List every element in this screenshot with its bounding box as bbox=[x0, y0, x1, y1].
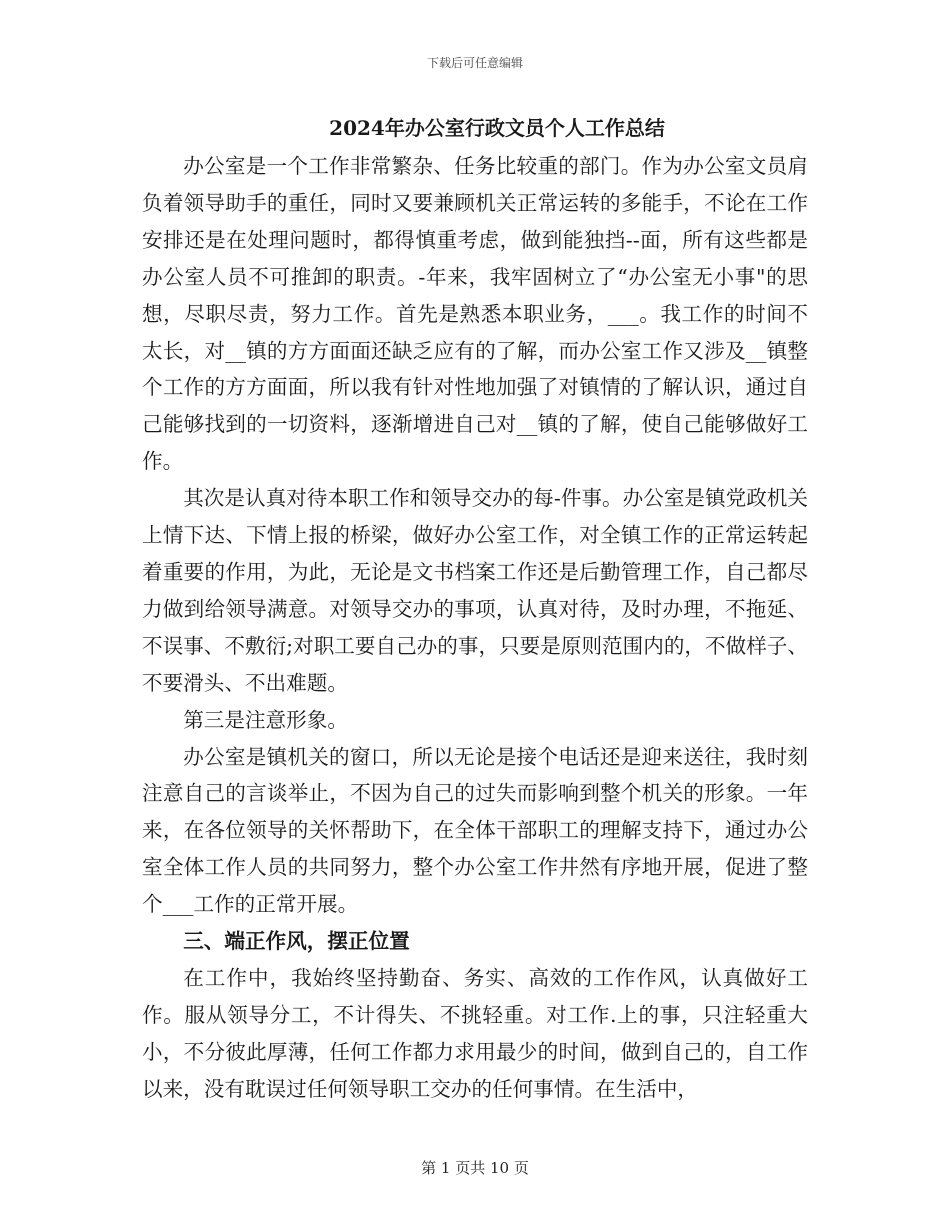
body-paragraph: 其次是认真对待本职工作和领导交办的每-件事。办公室是镇党政机关上情下达、下情上报的桥梁，做好办公室工作，对全镇工作的正常运转起着重要的作用，为此，无论是文书档案工作还是后勤管理工作，自己都尽力做到给领导满意。对领导交办的事项，认真对待，及时办理，不拖延、不误事、不敷衍;对职工要自己办的事，只要是原则范围内的，不做样子、不要滑头、不出难题。 bbox=[142, 486, 808, 695]
section-heading: 三、端正作风，摆正位置 bbox=[183, 929, 410, 954]
header-note: 下载后可任意编辑 bbox=[426, 56, 523, 70]
document-body bbox=[142, 148, 808, 1108]
document-title: 2024年办公室行政文员个人工作总结 bbox=[329, 116, 665, 140]
body-paragraph: 在工作中，我始终坚持勤奋、务实、高效的工作作风，认真做好工作。服从领导分工，不计得失、不挑轻重。对工作.上的事，只注轻重大小，不分彼此厚薄，任何工作都力求用最少的时间，做到自己的，自工作以来，没有耽误过任何领导职工交办的任何事情。在生活中， bbox=[142, 965, 808, 1101]
page-footer: 第 1 页共 10 页 bbox=[421, 1159, 529, 1177]
body-paragraph: 办公室是一个工作非常繁杂、任务比较重的部门。作为办公室文员肩负着领导助手的重任，同时又要兼顾机关正常运转的多能手，不论在工作安排还是在处理问题时，都得慎重考虑，做到能独挡--面，所有这些都是办公室人员不可推卸的职责。-年来，我牢固树立了“办公室无小事"的思想，尽职尽责，努力工作。首先是熟悉本职业务，___。我工作的时间不太长，对__镇的方方面面还缺乏应有的了解，而办公室工作又涉及__镇整个工作的方方面面，所以我有针对性地加强了对镇情的了解认识，通过自己能够找到的一切资料，逐渐增进自己对__镇的了解，使自己能够做好工作。 bbox=[142, 154, 808, 474]
body-paragraph: 第三是注意形象。 bbox=[183, 707, 348, 732]
body-paragraph: 办公室是镇机关的窗口，所以无论是接个电话还是迎来送往，我时刻注意自己的言谈举止，不因为自己的过失而影响到整个机关的形象。一年来，在各位领导的关怀帮助下，在全体干部职工的理解支持下，通过办公室全体工作人员的共同努力，整个办公室工作井然有序地开展，促进了整个___工作的正常开展。 bbox=[142, 744, 808, 917]
